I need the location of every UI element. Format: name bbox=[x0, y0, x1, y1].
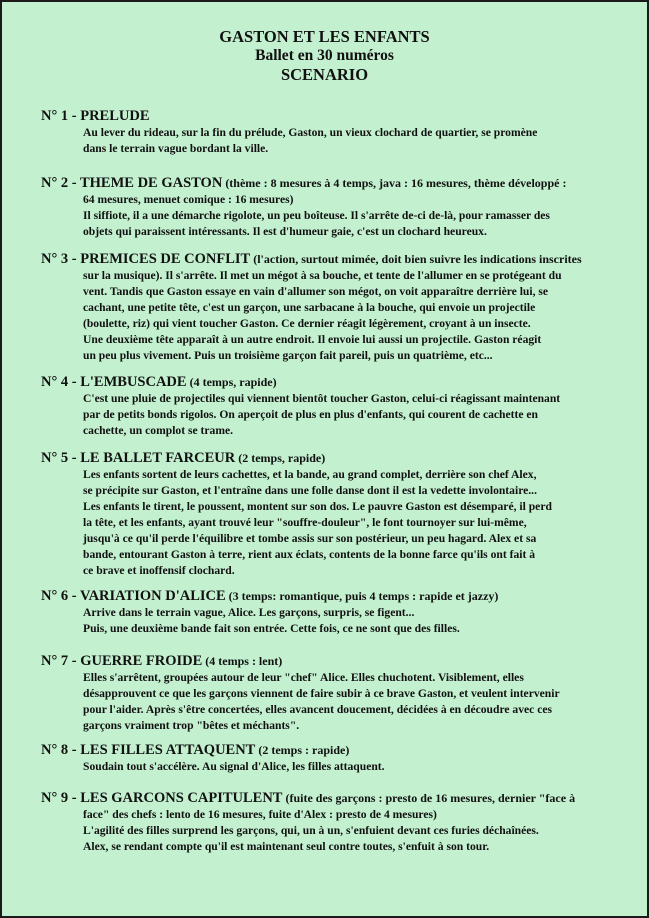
section-heading bbox=[41, 175, 631, 192]
section-title: N° 2 - THEME DE GASTON bbox=[41, 175, 223, 191]
section-line: Soudain tout s'accélère. Au signal d'Alice, les filles attaquent. bbox=[83, 760, 385, 773]
section-line: Alex, se rendant compte qu'il est maintenant seul contre toutes, s'enfuit à son tour. bbox=[83, 840, 490, 853]
section-line: ce brave et inoffensif clochard. bbox=[83, 564, 235, 577]
section-heading bbox=[41, 588, 631, 605]
section-line: pour l'aider. Après s'être concertées, elles avancent doucement, décidées à en découdre avec ces bbox=[83, 703, 553, 716]
section-line: sur la musique). Il s'arrête. Il met un mégot à sa bouche, et tente de l'allumer en se protégeant du bbox=[83, 269, 562, 282]
document-subtitle: Ballet en 30 numéros bbox=[255, 47, 394, 64]
section-title: N° 1 - PRELUDE bbox=[41, 108, 150, 124]
section-note: (3 temps: romantique, puis 4 temps : rapide et jazzy) bbox=[225, 589, 499, 603]
section-line: jusqu'à ce qu'il perde l'équilibre et tombe assis sur son postérieur, un peu hagard. Alex et sa bbox=[83, 532, 537, 545]
section-note: (fuite des garçons : presto de 16 mesures, dernier "face à bbox=[282, 791, 576, 805]
section-line: 64 mesures, menuet comique : 16 mesures) bbox=[83, 193, 294, 206]
section-line: Au lever du rideau, sur la fin du prélude, Gaston, un vieux clochard de quartier, se promène bbox=[83, 126, 538, 139]
section-heading bbox=[41, 251, 631, 268]
section-7 bbox=[41, 653, 631, 734]
section-title: N° 5 - LE BALLET FARCEUR bbox=[41, 450, 236, 466]
section-line: un peu plus vivement. Puis un troisième garçon fait pareil, puis un quatrième, etc... bbox=[83, 349, 493, 362]
section-heading bbox=[41, 450, 631, 467]
section-title: N° 6 - VARIATION D'ALICE bbox=[41, 588, 226, 604]
section-line: désapprouvent ce que les garçons viennent de faire subir à ce brave Gaston, et veulent intervenir bbox=[83, 687, 560, 700]
section-9 bbox=[41, 790, 631, 855]
section-line: Une deuxième tête apparaît à un autre endroit. Il envoie lui aussi un projectile. Gaston réagit bbox=[83, 333, 542, 346]
section-title: N° 8 - LES FILLES ATTAQUENT bbox=[41, 742, 256, 758]
section-line: garçons vraiment trop "bêtes et méchants". bbox=[83, 719, 300, 732]
section-body bbox=[41, 467, 631, 579]
section-note: (l'action, surtout mimée, doit bien suivre les indications inscrites bbox=[250, 252, 582, 266]
section-heading bbox=[41, 108, 631, 125]
section-line: se précipite sur Gaston, et l'entraîne dans une folle danse dont il est la vedette involontaire... bbox=[83, 484, 537, 497]
section-title: N° 7 - GUERRE FROIDE bbox=[41, 653, 203, 669]
section-line: face" des chefs : lento de 16 mesures, fuite d'Alex : presto de 4 mesures) bbox=[83, 808, 437, 821]
section-8 bbox=[41, 742, 631, 775]
section-body bbox=[41, 391, 631, 439]
section-2 bbox=[41, 175, 631, 240]
section-body bbox=[41, 670, 631, 734]
document-header bbox=[0, 27, 649, 84]
section-line: Elles s'arrêtent, groupées autour de leur "chef" Alice. Elles chuchotent. Visiblement, elles bbox=[83, 671, 524, 684]
section-line: vent. Tandis que Gaston essaye en vain d'allumer son mégot, on voit apparaître derrière lui, se bbox=[83, 285, 549, 298]
section-note: (2 temps, rapide) bbox=[235, 451, 326, 465]
section-line: bande, entourant Gaston à terre, rient aux éclats, contents de la bonne farce qu'ils ont fait à bbox=[83, 548, 536, 561]
section-heading bbox=[41, 374, 631, 391]
section-line: par de petits bonds rigolos. On aperçoit de plus en plus d'enfants, qui courent de cachette en bbox=[83, 408, 538, 421]
section-6 bbox=[41, 588, 631, 637]
section-note: (4 temps : lent) bbox=[202, 654, 283, 668]
section-note: (4 temps, rapide) bbox=[186, 375, 277, 389]
section-line: cachant, une petite tête, c'est un garçon, une sarbacane à la bouche, qui envoie un projectile bbox=[83, 301, 536, 314]
section-5 bbox=[41, 450, 631, 579]
section-3 bbox=[41, 251, 631, 364]
section-title: N° 3 - PREMICES DE CONFLIT bbox=[41, 251, 251, 267]
section-line: Puis, une deuxième bande fait son entrée. Cette fois, ce ne sont que des filles. bbox=[83, 622, 460, 635]
section-body bbox=[41, 268, 631, 364]
section-body bbox=[41, 192, 631, 240]
section-heading bbox=[41, 742, 631, 759]
section-note: (thème : 8 mesures à 4 temps, java : 16 mesures, thème développé : bbox=[222, 176, 567, 190]
section-heading bbox=[41, 790, 631, 807]
section-line: (boulette, riz) qui vient toucher Gaston. Ce dernier réagit légèrement, croyant à un insecte. bbox=[83, 317, 531, 330]
section-line: Les enfants le tirent, le poussent, montent sur son dos. Le pauvre Gaston est désemparé, il perd bbox=[83, 500, 552, 513]
section-line: L'agilité des filles surprend les garçons, qui, un à un, s'enfuient devant ces furies déchaînées. bbox=[83, 824, 539, 837]
section-line: dans le terrain vague bordant la ville. bbox=[83, 142, 269, 155]
section-body bbox=[41, 807, 631, 855]
section-line: objets qui paraissent intéressants. Il est d'humeur gaie, c'est un clochard heureux. bbox=[83, 225, 487, 238]
section-1 bbox=[41, 108, 631, 157]
section-body bbox=[41, 125, 631, 157]
section-body bbox=[41, 605, 631, 637]
section-line: cachette, un complot se trame. bbox=[83, 424, 234, 437]
section-title: N° 4 - L'EMBUSCADE bbox=[41, 374, 187, 390]
section-body bbox=[41, 759, 631, 775]
section-line: C'est une pluie de projectiles qui viennent bientôt toucher Gaston, celui-ci réagissant maintenant bbox=[83, 392, 561, 405]
section-heading bbox=[41, 653, 631, 670]
section-note: (2 temps : rapide) bbox=[255, 743, 350, 757]
section-4 bbox=[41, 374, 631, 439]
section-line: Les enfants sortent de leurs cachettes, et la bande, au grand complet, derrière son chef Alex, bbox=[83, 468, 537, 481]
document-title: GASTON ET LES ENFANTS bbox=[219, 27, 430, 46]
section-line: Arrive dans le terrain vague, Alice. Les garçons, surpris, se figent... bbox=[83, 606, 415, 619]
section-title: N° 9 - LES GARCONS CAPITULENT bbox=[41, 790, 283, 806]
document-scenario-heading: SCENARIO bbox=[280, 65, 369, 84]
section-line: la tête, et les enfants, ayant trouvé leur "souffre-douleur", le font tournoyer sur lui-même, bbox=[83, 516, 527, 529]
section-line: Il siffiote, il a une démarche rigolote, un peu boîteuse. Il s'arrête de-ci de-là, pour ramasser des bbox=[83, 209, 550, 222]
